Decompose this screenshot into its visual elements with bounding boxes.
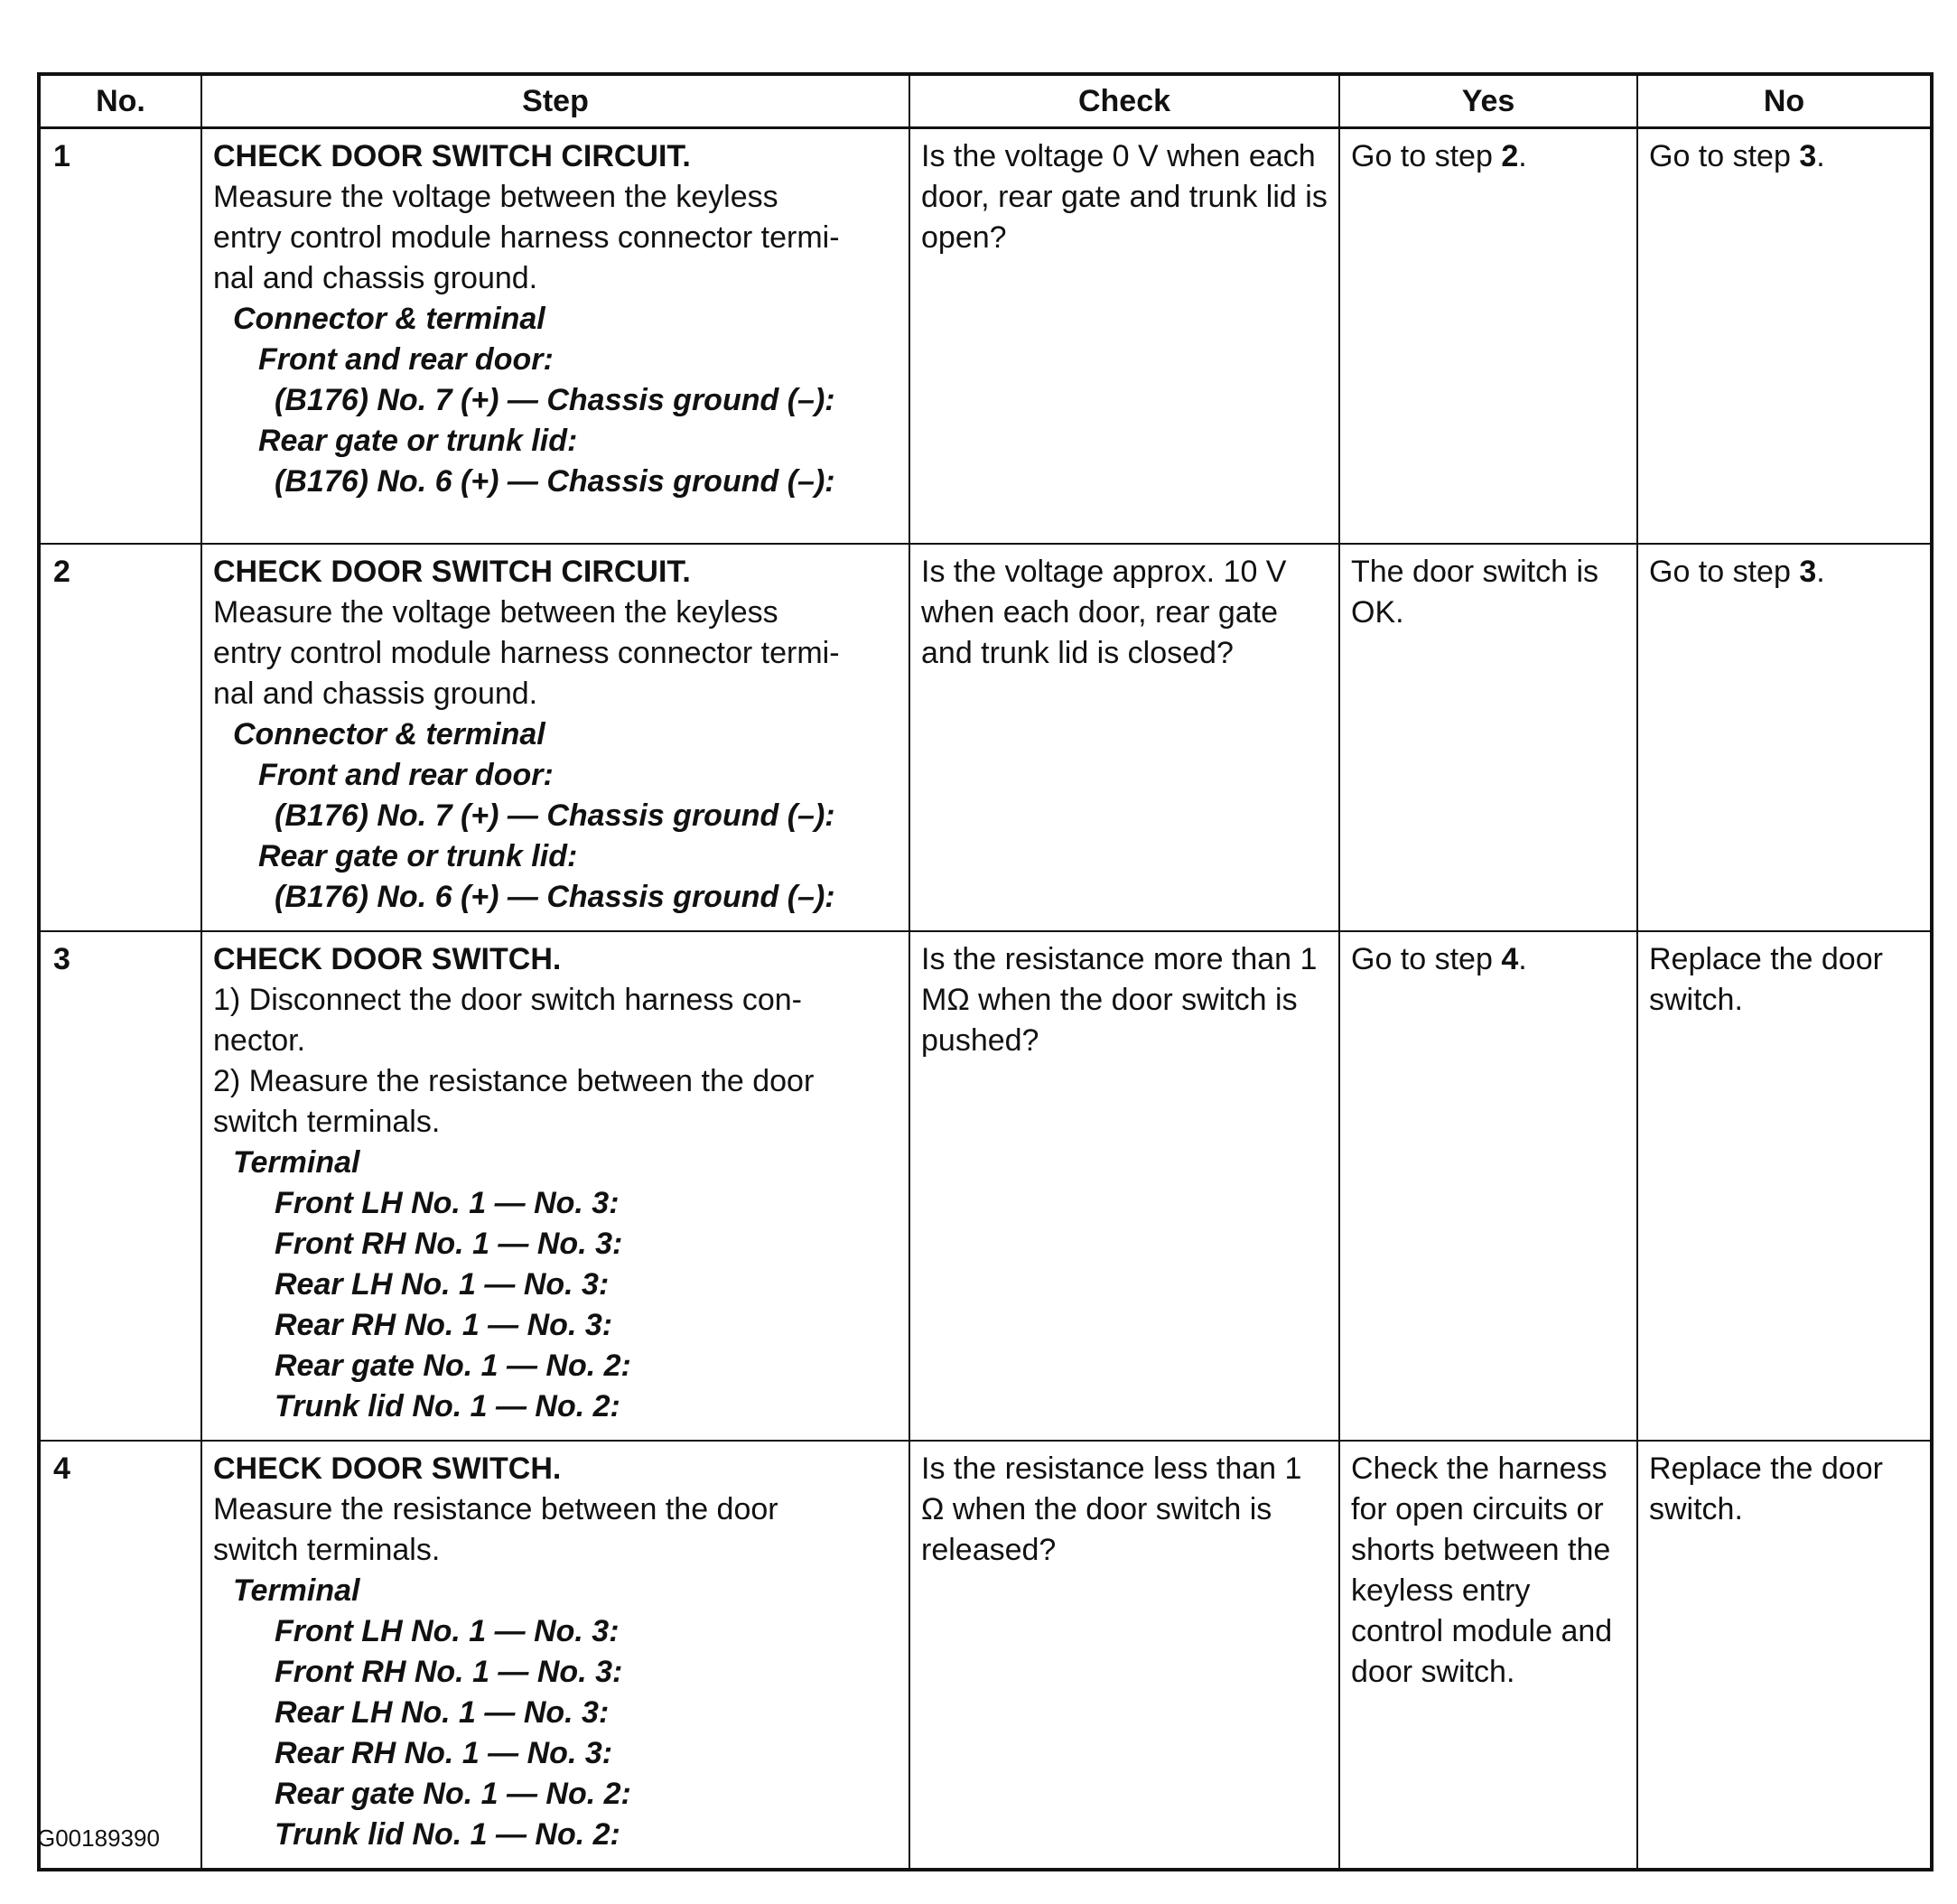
terminal-item: Rear RH No. 1 — No. 3: [275, 1735, 613, 1770]
no-text: Replace the door switch. [1649, 941, 1883, 1017]
yes-text: The door switch is OK. [1351, 554, 1598, 630]
header-yes: Yes [1339, 74, 1637, 128]
terminal-heading: Terminal [233, 1144, 360, 1180]
step-number: 1 [53, 139, 70, 173]
no-cell [1637, 128, 1932, 544]
yes-cell [1339, 1441, 1637, 1870]
table-row [39, 931, 1932, 1441]
step-text: nector. [213, 1022, 306, 1058]
no-text: Replace the door switch. [1649, 1451, 1883, 1526]
connector-heading: Connector & terminal [233, 302, 545, 336]
step-text: switch terminals. [213, 1532, 441, 1567]
connector-heading: Connector & terminal [233, 716, 545, 751]
check-cell [909, 128, 1339, 544]
connector-group-value: (B176) No. 6 (+) — Chassis ground (–): [275, 464, 835, 499]
header-no-result: No [1637, 74, 1932, 128]
terminal-item: Rear RH No. 1 — No. 3: [275, 1307, 613, 1342]
yes-text: Check the harness for open circuits or shorts between the keyless entry control module and door switch. [1351, 1451, 1613, 1689]
yes-cell [1339, 931, 1637, 1441]
terminal-item: Rear LH No. 1 — No. 3: [275, 1266, 610, 1302]
terminal-item: Trunk lid No. 1 — No. 2: [275, 1816, 620, 1852]
check-cell [909, 544, 1339, 931]
connector-group-label: Rear gate or trunk lid: [258, 838, 578, 873]
step-text: 2) Measure the resistance between the door [213, 1063, 815, 1098]
connector-group-label: Front and rear door: [258, 342, 554, 377]
step-text: Measure the voltage between the keyless [213, 180, 778, 214]
terminal-item: Front LH No. 1 — No. 3: [275, 1185, 620, 1220]
header-no: No. [39, 74, 201, 128]
step-title: CHECK DOOR SWITCH CIRCUIT. [213, 554, 691, 589]
terminal-heading: Terminal [233, 1573, 360, 1608]
terminal-item: Trunk lid No. 1 — No. 2: [275, 1388, 620, 1423]
table-row [39, 544, 1932, 931]
step-cell [201, 128, 909, 544]
step-number: 2 [53, 554, 70, 589]
connector-group-value: (B176) No. 7 (+) — Chassis ground (–): [275, 383, 835, 417]
check-text: Is the resistance less than 1 Ω when the door switch is released? [921, 1451, 1302, 1567]
step-text: nal and chassis ground. [213, 676, 538, 711]
yes-cell [1339, 544, 1637, 931]
terminal-item: Rear LH No. 1 — No. 3: [275, 1694, 610, 1730]
step-text: Measure the voltage between the keyless [213, 594, 778, 630]
step-reference: 4 [1501, 941, 1519, 976]
step-title: CHECK DOOR SWITCH. [213, 941, 562, 976]
step-title: CHECK DOOR SWITCH. [213, 1451, 562, 1486]
no-cell [1637, 931, 1932, 1441]
step-reference: 3 [1799, 139, 1817, 173]
step-text: switch terminals. [213, 1104, 441, 1139]
check-cell [909, 1441, 1339, 1870]
table-row [39, 1441, 1932, 1870]
header-row [39, 74, 1932, 128]
step-number: 3 [53, 941, 70, 976]
terminal-item: Front RH No. 1 — No. 3: [275, 1226, 623, 1261]
header-step: Step [201, 74, 909, 128]
terminal-item: Front RH No. 1 — No. 3: [275, 1654, 623, 1689]
step-cell [201, 1441, 909, 1870]
step-cell [201, 544, 909, 931]
step-number-cell [39, 544, 201, 931]
step-title: CHECK DOOR SWITCH CIRCUIT. [213, 139, 691, 173]
connector-group-label: Front and rear door: [258, 757, 554, 792]
step-text: Measure the resistance between the door [213, 1491, 778, 1526]
step-reference: 3 [1799, 554, 1817, 589]
diagnostic-table [37, 72, 1934, 1871]
step-number-cell [39, 1441, 201, 1870]
step-number-cell [39, 931, 201, 1441]
connector-group-label: Rear gate or trunk lid: [258, 424, 578, 458]
no-cell [1637, 544, 1932, 931]
figure-code: G00189390 [37, 1825, 160, 1852]
no-cell [1637, 1441, 1932, 1870]
step-text: nal and chassis ground. [213, 261, 538, 295]
check-text: Is the resistance more than 1 MΩ when the door switch is pushed? [921, 941, 1318, 1058]
terminal-item: Rear gate No. 1 — No. 2: [275, 1776, 631, 1811]
step-text: 1) Disconnect the door switch harness con- [213, 982, 802, 1017]
header-check: Check [909, 74, 1339, 128]
step-reference: 2 [1501, 139, 1519, 173]
connector-group-value: (B176) No. 6 (+) — Chassis ground (–): [275, 879, 835, 914]
yes-cell [1339, 128, 1637, 544]
yes-text: Go to step 4. [1351, 941, 1527, 976]
check-text: Is the voltage 0 V when each door, rear gate and trunk lid is open? [921, 139, 1328, 255]
step-cell [201, 931, 909, 1441]
yes-text: Go to step 2. [1351, 139, 1527, 173]
step-text: entry control module harness connector termi- [213, 635, 840, 670]
connector-group-value: (B176) No. 7 (+) — Chassis ground (–): [275, 798, 835, 833]
no-text: Go to step 3. [1649, 554, 1825, 589]
check-text: Is the voltage approx. 10 V when each door, rear gate and trunk lid is closed? [921, 554, 1287, 670]
terminal-item: Front LH No. 1 — No. 3: [275, 1613, 620, 1648]
no-text: Go to step 3. [1649, 139, 1825, 173]
terminal-item: Rear gate No. 1 — No. 2: [275, 1348, 631, 1383]
step-number: 4 [53, 1451, 70, 1486]
table-row [39, 128, 1932, 544]
step-text: entry control module harness connector termi- [213, 220, 840, 255]
check-cell [909, 931, 1339, 1441]
step-number-cell [39, 128, 201, 544]
